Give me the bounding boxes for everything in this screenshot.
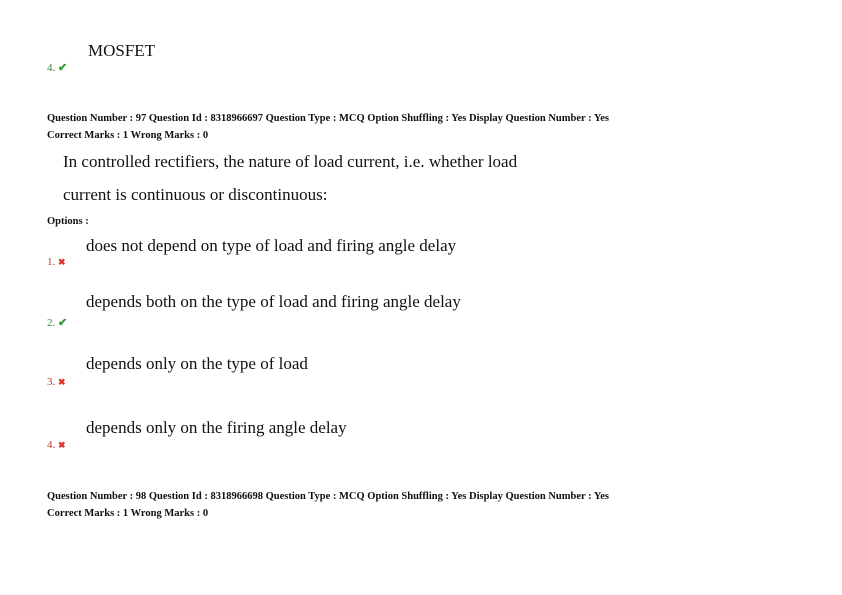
option-4-number <box>47 439 66 451</box>
cross-icon: ✖ <box>58 377 66 387</box>
option-3-text: depends only on the type of load <box>86 354 308 373</box>
option-2-text: depends both on the type of load and firing angle delay <box>86 292 461 311</box>
cross-icon: ✖ <box>58 440 66 450</box>
option-1-number-label: 1. <box>47 256 56 268</box>
option-4-number-label: 4. <box>47 439 56 451</box>
question-97-text-line-2: current is continuous or discontinuous: <box>63 185 328 204</box>
previous-option-number-label: 4. <box>47 62 56 74</box>
question-97-marks: Correct Marks : 1 Wrong Marks : 0 <box>47 130 209 141</box>
option-4-text: depends only on the firing angle delay <box>86 418 347 437</box>
options-label: Options : <box>47 216 89 227</box>
previous-option-number <box>47 62 67 74</box>
question-97-text-line-1: In controlled rectifiers, the nature of load current, i.e. whether load <box>63 152 518 171</box>
option-1-number <box>47 256 66 268</box>
question-98-marks: Correct Marks : 1 Wrong Marks : 0 <box>47 508 209 519</box>
cross-icon: ✖ <box>58 257 66 267</box>
check-icon: ✔ <box>58 62 68 74</box>
previous-option-text: MOSFET <box>88 41 156 60</box>
option-1-text: does not depend on type of load and firing angle delay <box>86 236 457 255</box>
question-97-meta: Question Number : 97 Question Id : 8318966697 Question Type : MCQ Option Shuffling : Yes Display Question Number : Yes <box>47 113 610 124</box>
option-3-number <box>47 376 66 388</box>
option-2-number <box>47 317 67 329</box>
option-3-number-label: 3. <box>47 376 56 388</box>
check-icon: ✔ <box>58 317 68 329</box>
question-98-meta: Question Number : 98 Question Id : 8318966698 Question Type : MCQ Option Shuffling : Yes Display Question Number : Yes <box>47 491 610 502</box>
option-2-number-label: 2. <box>47 317 56 329</box>
